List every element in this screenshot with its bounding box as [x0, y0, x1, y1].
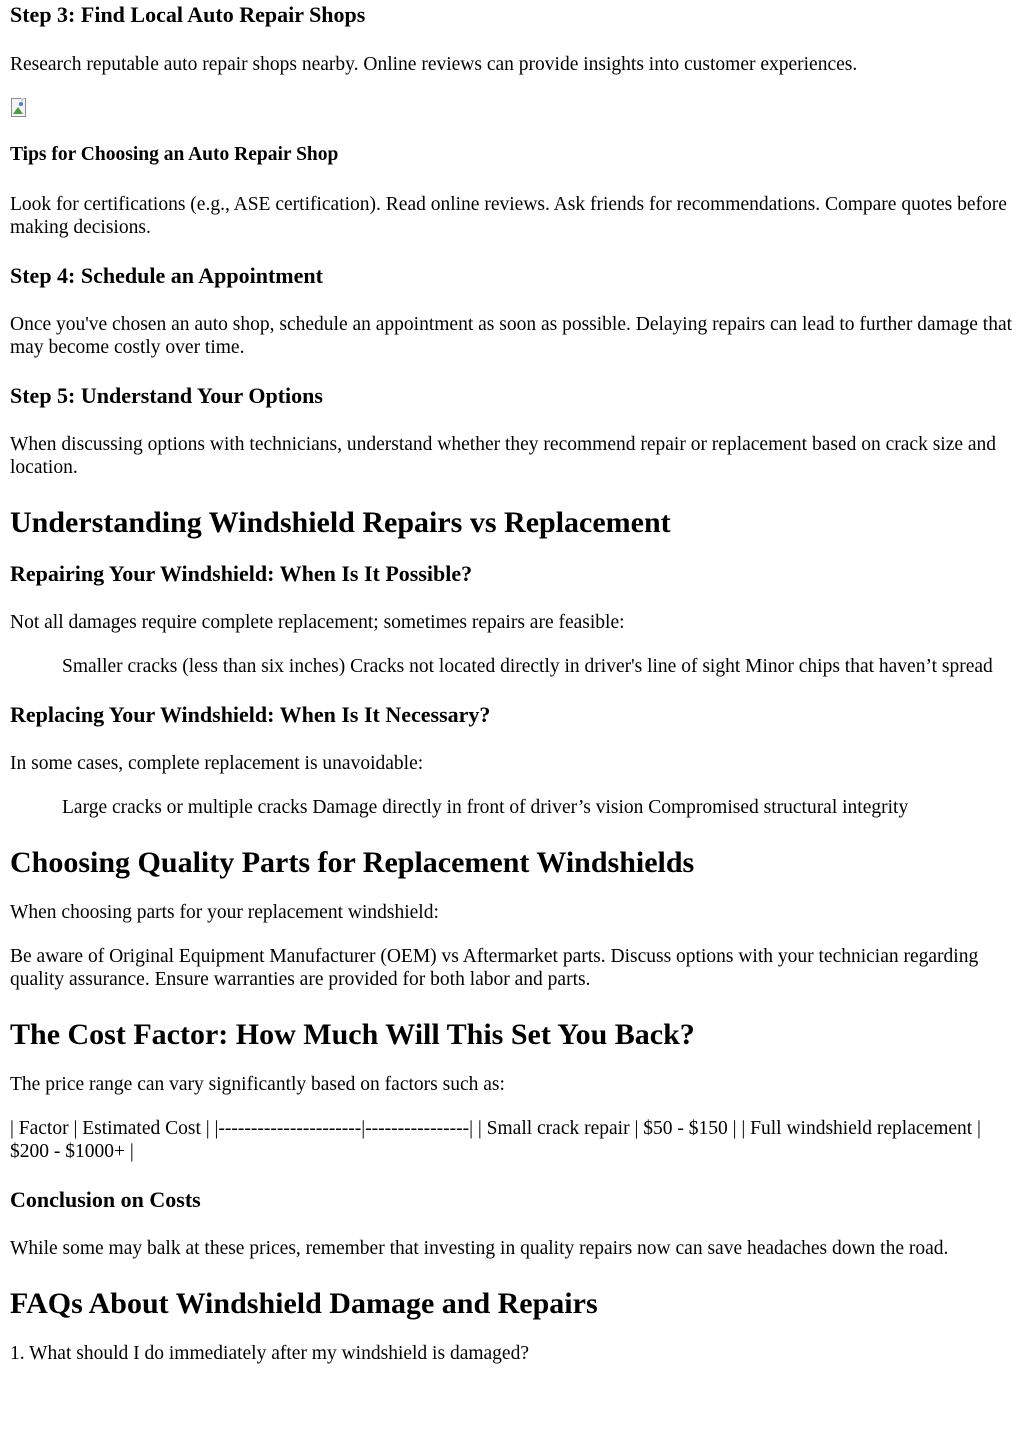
step4-text: Once you've chosen an auto shop, schedule an appointment as soon as possible. Delaying repairs can lead to further damage that may become costly over time.: [10, 314, 1013, 358]
step5-heading: Step 5: Understand Your Options: [10, 383, 323, 408]
replacing-heading: Replacing Your Windshield: When Is It Necessary?: [10, 702, 491, 727]
faqs-heading: FAQs About Windshield Damage and Repairs: [10, 1287, 598, 1320]
repairs-vs-replacement-heading: Understanding Windshield Repairs vs Replacement: [10, 506, 671, 539]
step5-text: When discussing options with technicians, understand whether they recommend repair or replacement based on crack size and location.: [10, 434, 997, 478]
tips-heading: Tips for Choosing an Auto Repair Shop: [10, 144, 339, 165]
step3-heading: Step 3: Find Local Auto Repair Shops: [10, 2, 366, 27]
cost-table-text: | Factor | Estimated Cost | |----------------------|----------------| | Small crack repair | $50 - $150 | | Full windshield replacement | $200 - $1000+ |: [10, 1118, 981, 1162]
conclusion-costs-heading: Conclusion on Costs: [10, 1187, 201, 1212]
repairing-heading: Repairing Your Windshield: When Is It Possible?: [10, 561, 473, 586]
replacing-list: Large cracks or multiple cracks Damage directly in front of driver’s vision Compromised structural integrity: [62, 797, 909, 818]
article: [0, 2, 1024, 1365]
quality-parts-intro: When choosing parts for your replacement windshield:: [10, 902, 439, 923]
conclusion-costs-text: While some may balk at these prices, remember that investing in quality repairs now can save headaches down the road.: [10, 1238, 949, 1259]
faq-question-1: 1. What should I do immediately after my windshield is damaged?: [10, 1343, 529, 1364]
repairing-text: Not all damages require complete replacement; sometimes repairs are feasible:: [10, 612, 625, 633]
quality-parts-text: Be aware of Original Equipment Manufacturer (OEM) vs Aftermarket parts. Discuss options with your technician regarding quality assurance. Ensure warranties are provided for both labor and parts.: [10, 946, 979, 990]
quality-parts-heading: Choosing Quality Parts for Replacement Windshields: [10, 846, 695, 879]
tips-text: Look for certifications (e.g., ASE certification). Read online reviews. Ask friends for recommendations. Compare quotes before making decisions.: [10, 194, 1007, 238]
step3-text: Research reputable auto repair shops nearby. Online reviews can provide insights into customer experiences.: [10, 54, 858, 75]
repairing-list: Smaller cracks (less than six inches) Cracks not located directly in driver's line of sight Minor chips that haven’t spread: [62, 656, 993, 677]
step4-heading: Step 4: Schedule an Appointment: [10, 263, 323, 288]
broken-image: [10, 98, 1014, 122]
replacing-text: In some cases, complete replacement is unavoidable:: [10, 753, 424, 774]
broken-image-icon: [10, 98, 30, 118]
cost-intro: The price range can vary significantly based on factors such as:: [10, 1074, 505, 1095]
cost-heading: The Cost Factor: How Much Will This Set You Back?: [10, 1018, 695, 1051]
